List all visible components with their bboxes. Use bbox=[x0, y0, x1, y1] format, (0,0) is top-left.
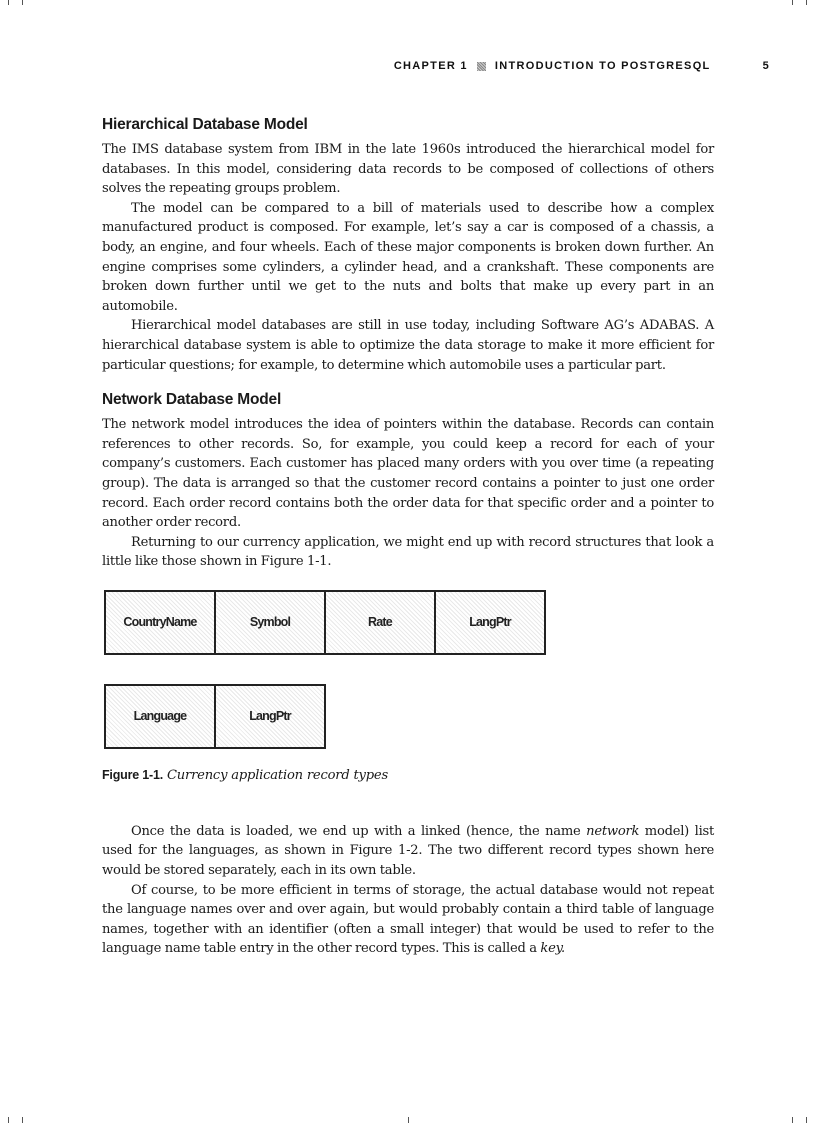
record-field: Rate bbox=[326, 592, 436, 653]
record-type-language bbox=[104, 684, 326, 749]
figure-caption bbox=[102, 766, 388, 785]
paragraph: Once the data is loaded, we end up with a linked (hence, the name network model) list used for the languages, as shown in Figure 1-2. The two different record types shown here would be stored separately, each in its own table. bbox=[102, 823, 715, 879]
record-field: Symbol bbox=[216, 592, 326, 653]
record-field: CountryName bbox=[106, 592, 216, 653]
crop-mark bbox=[22, 1117, 23, 1123]
page-number: 5 bbox=[762, 60, 770, 72]
chapter-label: CHAPTER 1 bbox=[393, 60, 468, 72]
crop-mark bbox=[806, 0, 807, 5]
record-field: Language bbox=[106, 686, 216, 747]
crop-mark bbox=[8, 1117, 9, 1123]
page-content bbox=[102, 116, 714, 959]
paragraph: The IMS database system from IBM in the late 1960s introduced the hierarchical model for databases. In this model, considering data records to be composed of collections of others solves the repeating groups problem. bbox=[102, 142, 714, 197]
chapter-title: INTRODUCTION TO POSTGRESQL bbox=[494, 60, 711, 72]
crop-mark bbox=[806, 1117, 807, 1123]
record-field: LangPtr bbox=[216, 686, 324, 747]
crop-mark bbox=[792, 0, 793, 5]
figure-1-1 bbox=[102, 590, 714, 800]
section-heading-network: Network Database Model bbox=[102, 391, 282, 409]
record-type-currency bbox=[104, 590, 546, 655]
crop-mark bbox=[8, 0, 9, 5]
running-head bbox=[102, 60, 770, 72]
paragraph: Hierarchical model databases are still in use today, including Software AG’s ADABAS. A hierarchical database system is able to optimize the data storage to make it more efficient for particular questions; for example, to determine which automobile uses a particular part. bbox=[102, 318, 714, 373]
paragraph: The model can be compared to a bill of materials used to describe how a complex manufactured product is composed. For example, let’s say a car is composed of a chassis, a body, an engine, and four wheels. Each of these major components is broken down further. An engine comprises some cylinders, a cylinder head, and a crankshaft. These components are broken down further until we get to the nuts and bolts that make up every part in an automobile. bbox=[102, 200, 714, 314]
crop-mark bbox=[792, 1117, 793, 1123]
figure-caption-text: Currency application record types bbox=[166, 767, 388, 783]
crop-mark bbox=[408, 1117, 409, 1123]
paragraph: The network model introduces the idea of pointers within the database. Records can contain references to other records. So, for example, you could keep a record for each of your company’s customers. Each customer has placed many orders with you over time (a repeating group). The data is arranged so that the customer record contains a pointer to just one order record. Each order record contains both the order data for that specific order and a pointer to another order record. bbox=[102, 417, 714, 531]
record-field: LangPtr bbox=[436, 592, 544, 653]
separator-square-icon bbox=[477, 62, 486, 71]
paragraph: Returning to our currency application, we might end up with record structures that look a little like those shown in Figure 1-1. bbox=[102, 534, 714, 570]
paragraph: Of course, to be more efficient in terms of storage, the actual database would not repeat the language names over and over again, but would probably contain a third table of language names, together with an identifier (often a small integer) that would be used to refer to the language name table entry in the other record types. This is called a key. bbox=[102, 882, 714, 957]
figure-label: Figure 1-1. bbox=[102, 767, 164, 782]
crop-mark bbox=[22, 0, 23, 5]
section-heading-hierarchical: Hierarchical Database Model bbox=[102, 116, 308, 133]
